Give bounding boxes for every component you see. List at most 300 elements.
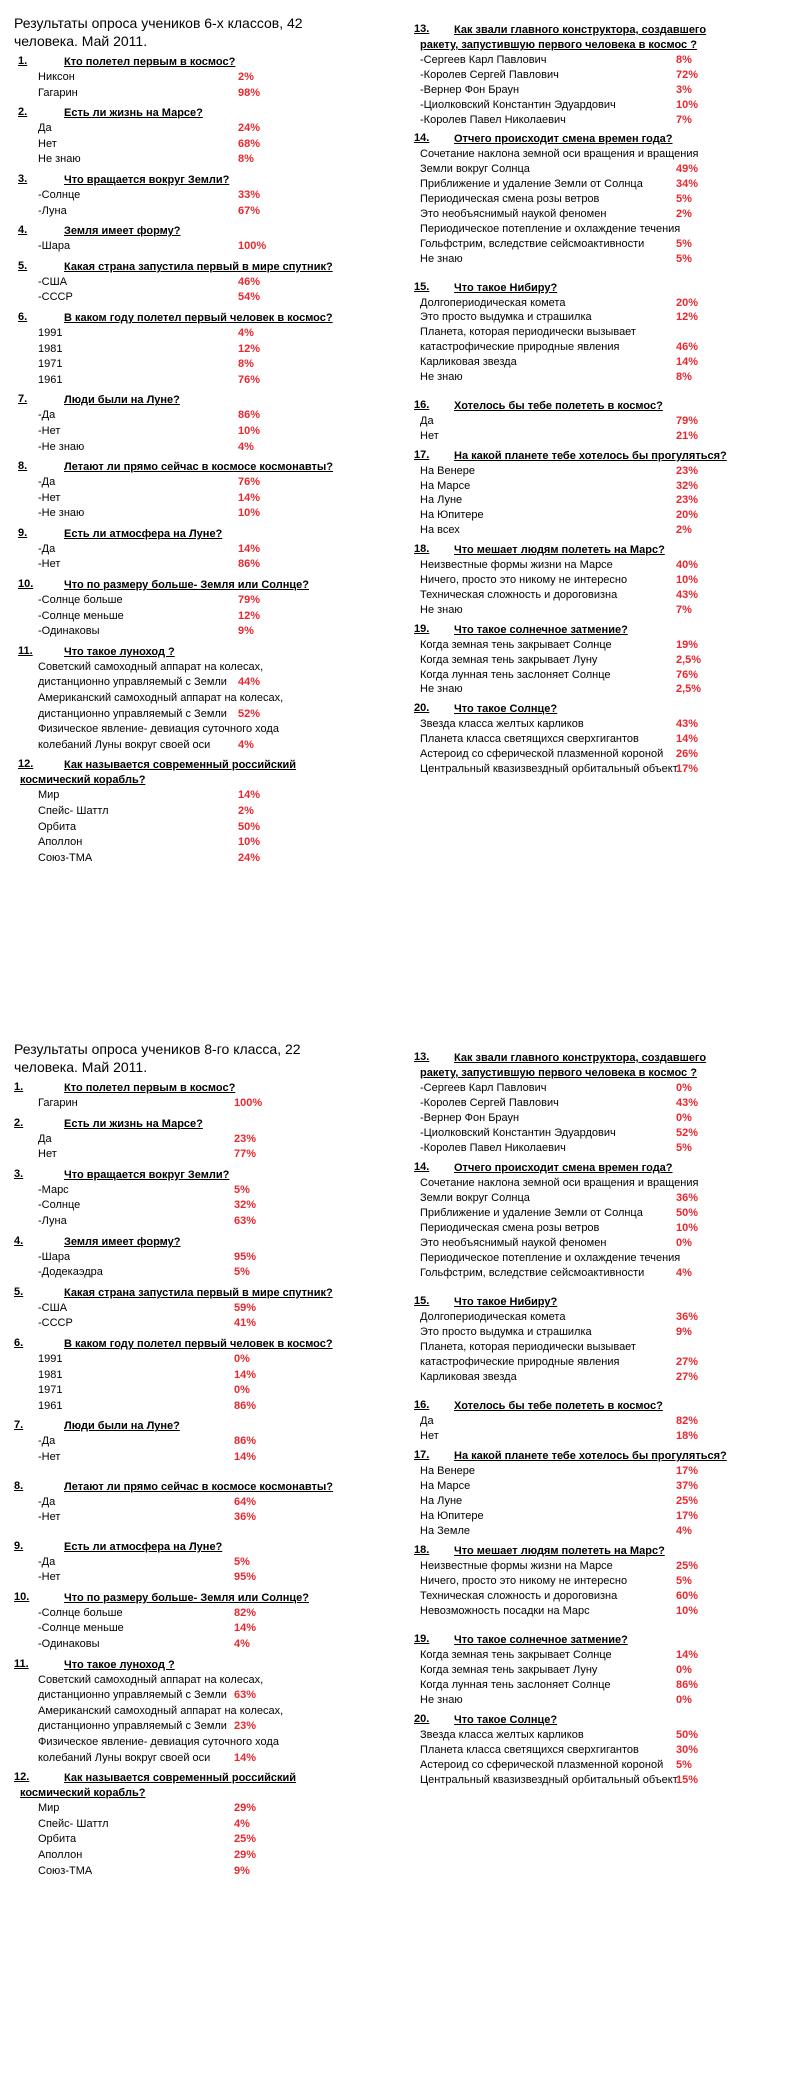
answer-row — [414, 1325, 786, 1340]
question-text: Земля имеет форму? — [64, 1235, 181, 1248]
answer-label: -Одинаковы — [38, 1638, 100, 1651]
answer-label: Спейс- Шаттл — [38, 805, 109, 817]
answer-row — [414, 1111, 786, 1126]
answer-label: Это просто выдумка и страшилка — [420, 311, 592, 324]
question-text: Есть ли жизнь на Марсе? — [64, 1117, 203, 1130]
answer-percentage: 32% — [234, 1199, 257, 1212]
question-text: Какая страна запустила первый в мире спутник? — [64, 1286, 333, 1299]
answer-percentage: 52% — [238, 707, 261, 720]
survey-6th-grade-part2 — [414, 18, 786, 777]
answer-label: -Шара — [38, 240, 71, 253]
answer-row — [14, 1570, 386, 1586]
question-text: Как звали главного конструктора, создавшего — [454, 1052, 707, 1064]
answer-row — [14, 1848, 386, 1864]
answer-label: Карликовая звезда — [420, 1371, 517, 1383]
answer-row — [14, 1450, 386, 1466]
answer-percentage: 46% — [676, 341, 699, 354]
question-number: 9. — [18, 526, 28, 539]
answer-label: Это просто выдумка и страшилка — [420, 1326, 592, 1338]
question-text: Что такое Нибиру? — [454, 281, 558, 294]
answer-row — [414, 1479, 786, 1494]
answer-row — [414, 1648, 786, 1663]
answer-percentage: 49% — [676, 163, 699, 176]
question-text: Что такое солнечное затмение? — [454, 1634, 628, 1646]
answer-label: Планета, которая периодически вызывает — [420, 326, 636, 339]
answer-percentage: 100% — [234, 1097, 263, 1109]
answer-label: Нет — [38, 137, 57, 150]
answer-label: -Солнце меньше — [38, 609, 124, 622]
answer-label: Аполлон — [38, 1849, 83, 1861]
answer-label: На Земле — [420, 1525, 470, 1537]
answer-row — [14, 1250, 386, 1266]
question-list — [14, 55, 386, 866]
question-number: 17. — [414, 448, 430, 461]
answer-row — [414, 147, 786, 162]
answer-label: Орбита — [38, 820, 77, 833]
answer-label: На всех — [420, 524, 460, 537]
question-text: Земля имеет форму? — [64, 225, 181, 238]
answer-percentage: 4% — [234, 1817, 250, 1830]
answer-percentage: 8% — [676, 371, 692, 384]
answer-percentage: 3% — [676, 83, 692, 96]
answer-label: Ничего, просто это никому не интересно — [420, 1575, 628, 1587]
answer-label: -Королев Сергей Павлович — [420, 68, 559, 81]
survey-question — [414, 702, 786, 777]
answer-label: 1971 — [38, 358, 63, 371]
answer-percentage: 76% — [676, 668, 699, 681]
survey-question — [14, 1480, 386, 1526]
answer-label: -Солнце больше — [38, 594, 123, 607]
survey-question — [414, 1633, 786, 1708]
answer-label: -Солнце — [38, 1199, 81, 1212]
question-number: 14. — [414, 132, 430, 145]
answer-percentage: 25% — [676, 1495, 699, 1507]
answer-percentage: 25% — [676, 1560, 699, 1572]
answer-row — [414, 1191, 786, 1206]
answer-label: колебаний Луны вокруг своей оси — [38, 738, 211, 751]
answer-row — [414, 1355, 786, 1370]
survey-question — [414, 623, 786, 698]
answer-label: Когда лунная тень заслоняет Солнце — [420, 1679, 611, 1691]
answer-label: Нет — [420, 1430, 439, 1442]
answer-row — [14, 1183, 386, 1199]
answer-row — [414, 222, 786, 237]
question-number: 8. — [18, 460, 28, 473]
answer-row — [14, 1606, 386, 1622]
answer-row — [414, 340, 786, 355]
answer-percentage: 7% — [676, 113, 692, 126]
answer-row — [414, 53, 786, 68]
answer-label: Земли вокруг Солнца — [420, 1192, 530, 1204]
answer-label: Это необъяснимый наукой феномен — [420, 1237, 607, 1249]
answer-label: Союз-ТМА — [38, 851, 93, 864]
answer-row — [14, 835, 386, 851]
answer-row — [414, 1340, 786, 1355]
answer-row — [414, 1589, 786, 1604]
answer-row — [414, 162, 786, 177]
answer-label: -Луна — [38, 1214, 67, 1227]
question-text: Что такое Солнце? — [454, 1714, 558, 1726]
answer-label: Центральный квазизвездный орбитальный объект — [420, 762, 678, 775]
answer-percentage: 36% — [676, 1192, 699, 1204]
answer-row — [414, 1096, 786, 1111]
question-number: 15. — [414, 1295, 430, 1307]
answer-row — [414, 325, 786, 340]
answer-percentage: 10% — [238, 507, 261, 520]
answer-label: Когда земная тень закрывает Солнце — [420, 638, 612, 651]
answer-row — [414, 1663, 786, 1678]
question-text: Хотелось бы тебе полететь в космос? — [454, 1400, 663, 1412]
answer-label: -Циолковский Константин Эдуардович — [420, 98, 616, 111]
survey-title-8th-grade — [14, 1040, 386, 1076]
answer-row — [14, 1147, 386, 1163]
answer-row — [414, 113, 786, 128]
answer-label: Орбита — [38, 1833, 77, 1846]
answer-percentage: 10% — [676, 1605, 699, 1617]
answer-percentage: 4% — [238, 738, 254, 751]
answer-row — [414, 1266, 786, 1281]
question-number: 6. — [14, 1336, 24, 1349]
answer-label: -Нет — [38, 491, 61, 504]
answer-label: Ничего, просто это никому не интересно — [420, 574, 628, 587]
question-text: Что такое луноход ? — [64, 645, 175, 658]
answer-percentage: 23% — [676, 464, 699, 477]
answer-row — [14, 204, 386, 220]
answer-percentage: 34% — [676, 178, 699, 191]
answer-label: На Марсе — [420, 479, 471, 492]
answer-row — [14, 851, 386, 867]
answer-percentage: 2% — [238, 805, 254, 817]
answer-label: Не знаю — [38, 153, 81, 166]
answer-label: Американский самоходный аппарат на колесах, — [38, 1704, 284, 1717]
answer-percentage: 21% — [676, 429, 699, 442]
answer-percentage: 14% — [234, 1368, 257, 1381]
answer-label: Не знаю — [420, 683, 463, 696]
survey-question — [14, 1235, 386, 1281]
survey-question — [414, 399, 786, 444]
answer-row — [414, 732, 786, 747]
answer-percentage: 64% — [234, 1495, 257, 1508]
answer-row — [414, 1574, 786, 1589]
answer-row — [414, 237, 786, 252]
answer-row — [14, 1817, 386, 1833]
question-number: 19. — [414, 1633, 430, 1645]
question-number: 13. — [414, 1051, 430, 1063]
answer-label: На Луне — [420, 494, 463, 507]
answer-row — [14, 1495, 386, 1511]
answer-row — [14, 1688, 386, 1704]
answer-percentage: 9% — [234, 1864, 250, 1877]
answer-row — [414, 464, 786, 479]
answer-row — [14, 1132, 386, 1148]
answer-label: Звезда класса желтых карликов — [420, 718, 584, 731]
survey-question — [414, 1449, 786, 1539]
answer-label: Приближение и удаление Земли от Солнца — [420, 1207, 643, 1219]
answer-row — [14, 804, 386, 820]
question-number: 4. — [18, 224, 28, 237]
question-text: Отчего происходит смена времен года? — [454, 133, 673, 146]
survey-question — [14, 1168, 386, 1230]
survey-question — [414, 449, 786, 538]
answer-percentage: 77% — [234, 1148, 257, 1161]
question-number: 6. — [18, 310, 28, 323]
answer-label: Когда земная тень закрывает Луну — [420, 653, 598, 666]
question-number: 18. — [414, 543, 430, 556]
answer-row — [14, 1621, 386, 1637]
question-number: 19. — [414, 622, 430, 635]
answer-label: 1991 — [38, 326, 63, 339]
answer-label: колебаний Луны вокруг своей оси — [38, 1751, 211, 1764]
answer-percentage: 14% — [238, 491, 261, 504]
answer-row — [14, 1735, 386, 1751]
answer-percentage: 86% — [676, 1679, 699, 1691]
answer-percentage: 15% — [676, 1774, 699, 1786]
answer-label: Гольфстрим, вследствие сейсмоактивности — [420, 1267, 645, 1279]
answer-percentage: 79% — [238, 594, 261, 607]
answer-percentage: 0% — [676, 1082, 692, 1094]
answer-label: Не знаю — [420, 1694, 463, 1706]
question-text: Что такое Нибиру? — [454, 1296, 558, 1308]
answer-percentage: 36% — [676, 1311, 699, 1323]
answer-label: Долгопериодическая комета — [420, 1311, 566, 1323]
answer-label: На Юпитере — [420, 1510, 484, 1522]
question-number: 12. — [14, 1771, 30, 1784]
answer-row — [14, 542, 386, 558]
survey-question — [14, 393, 386, 455]
answer-percentage: 17% — [676, 1510, 699, 1522]
answer-percentage: 50% — [238, 820, 261, 833]
answer-percentage: 43% — [676, 1097, 699, 1109]
answer-row — [414, 668, 786, 683]
answer-percentage: 23% — [676, 494, 699, 507]
answer-row — [14, 660, 386, 676]
answer-percentage: 52% — [676, 1127, 699, 1139]
answer-label: дистанционно управляемый с Земли — [38, 676, 227, 689]
answer-percentage: 9% — [676, 1326, 692, 1338]
survey-question — [14, 1540, 386, 1586]
answer-label: -Солнце меньше — [38, 1622, 124, 1635]
answer-percentage: 2,5% — [676, 683, 702, 696]
question-text: Как звали главного конструктора, создавшего — [454, 24, 707, 36]
answer-row — [14, 137, 386, 153]
answer-row — [14, 121, 386, 137]
answer-row — [14, 1801, 386, 1817]
answer-row — [14, 1265, 386, 1281]
answer-row — [14, 188, 386, 204]
answer-row — [14, 707, 386, 723]
answer-percentage: 14% — [676, 1649, 699, 1661]
answer-percentage: 29% — [234, 1802, 257, 1815]
answer-label: Нет — [420, 429, 439, 442]
answer-label: -Додекаэдра — [38, 1266, 103, 1279]
answer-row — [414, 1370, 786, 1385]
answer-percentage: 63% — [234, 1214, 257, 1227]
answer-percentage: 5% — [676, 1142, 692, 1154]
survey-question — [414, 1399, 786, 1444]
answer-percentage: 76% — [238, 373, 261, 386]
answer-percentage: 67% — [238, 204, 261, 217]
survey-question — [414, 1713, 786, 1788]
answer-label: На Луне — [420, 1495, 463, 1507]
survey-question — [14, 460, 386, 522]
survey-question — [14, 260, 386, 306]
question-list — [414, 23, 786, 777]
answer-row — [14, 239, 386, 255]
question-number: 10. — [14, 1590, 30, 1603]
answer-percentage: 8% — [238, 153, 254, 166]
answer-percentage: 19% — [676, 638, 699, 651]
question-text: Какая страна запустила первый в мире спутник? — [64, 260, 333, 273]
answer-row — [414, 207, 786, 222]
title-line: человека. Май 2011. — [14, 1059, 148, 1075]
question-text: Что мешает людям полететь на Марс? — [454, 544, 665, 557]
question-text: Что по размеру больше- Земля или Солнце? — [64, 1591, 309, 1604]
answer-percentage: 7% — [676, 603, 692, 616]
survey-question — [414, 1161, 786, 1281]
question-text: Хотелось бы тебе полететь в космос? — [454, 399, 663, 412]
question-text: ракету, запустившую первого человека в космос ? — [420, 1067, 697, 1079]
answer-percentage: 46% — [238, 275, 261, 288]
answer-row — [414, 355, 786, 370]
survey-question — [14, 1117, 386, 1163]
answer-label: 1961 — [38, 1399, 63, 1412]
answer-label: -Да — [38, 476, 56, 489]
question-text: Что мешает людям полететь на Марс? — [454, 1545, 665, 1557]
question-text: Люди были на Луне? — [64, 1420, 180, 1433]
answer-label: Периодическое потепление и охлаждение течения — [420, 1252, 681, 1264]
answer-row — [414, 68, 786, 83]
question-number: 20. — [414, 1713, 430, 1725]
answer-percentage: 0% — [676, 1237, 692, 1249]
answer-row — [14, 326, 386, 342]
answer-percentage: 12% — [238, 342, 261, 355]
survey-6th-grade-part1 — [14, 14, 386, 866]
answer-row — [414, 83, 786, 98]
answer-percentage: 72% — [676, 68, 699, 81]
answer-percentage: 17% — [676, 1465, 699, 1477]
answer-label: Да — [420, 1415, 434, 1427]
answer-label: На Венере — [420, 1465, 475, 1477]
answer-percentage: 0% — [676, 1694, 692, 1706]
answer-label: Физическое явление- девиация суточного хода — [38, 1736, 279, 1749]
answer-row — [14, 1673, 386, 1689]
question-text: Что такое луноход ? — [64, 1658, 175, 1671]
answer-row — [14, 609, 386, 625]
answer-label: -Одинаковы — [38, 625, 100, 638]
survey-question — [14, 1771, 386, 1879]
answer-label: Земли вокруг Солнца — [420, 163, 530, 176]
survey-question — [14, 645, 386, 754]
answer-percentage: 8% — [238, 358, 254, 371]
survey-question — [14, 106, 386, 168]
answer-label: Не знаю — [420, 252, 463, 265]
answer-label: -Да — [38, 542, 56, 555]
answer-percentage: 79% — [676, 414, 699, 427]
survey-question — [14, 55, 386, 101]
answer-percentage: 2% — [238, 71, 254, 83]
answer-percentage: 2% — [676, 524, 692, 537]
answer-percentage: 5% — [676, 193, 692, 206]
answer-row — [414, 1464, 786, 1479]
answer-percentage: 60% — [676, 1590, 699, 1602]
answer-row — [414, 1429, 786, 1444]
survey-question — [414, 1295, 786, 1385]
question-number: 3. — [14, 1167, 24, 1180]
answer-row — [414, 1310, 786, 1325]
answer-percentage: 59% — [234, 1301, 257, 1314]
answer-percentage: 50% — [676, 1207, 699, 1219]
answer-row — [414, 1176, 786, 1191]
answer-label: Гагарин — [38, 86, 78, 99]
answer-row — [414, 1758, 786, 1773]
answer-row — [414, 1559, 786, 1574]
answer-row — [14, 1864, 386, 1880]
answer-percentage: 10% — [238, 424, 261, 437]
answer-percentage: 43% — [676, 588, 699, 601]
answer-percentage: 5% — [676, 237, 692, 250]
answer-label: -Нет — [38, 1511, 61, 1524]
survey-question — [14, 173, 386, 219]
answer-percentage: 0% — [234, 1352, 250, 1365]
answer-label: Аполлон — [38, 836, 83, 849]
answer-label: -США — [38, 275, 68, 288]
answer-label: Физическое явление- девиация суточного хода — [38, 723, 279, 736]
answer-label: Да — [38, 1132, 52, 1145]
question-number: 9. — [14, 1539, 24, 1552]
survey-question — [14, 527, 386, 573]
answer-row — [414, 762, 786, 777]
answer-label: Не знаю — [420, 371, 463, 384]
answer-row — [14, 1214, 386, 1230]
answer-percentage: 4% — [676, 1267, 692, 1279]
answer-percentage: 76% — [238, 476, 261, 489]
answer-label: На Марсе — [420, 1480, 471, 1492]
answer-percentage: 86% — [234, 1399, 257, 1412]
answer-row — [14, 70, 386, 86]
answer-label: Спейс- Шаттл — [38, 1817, 109, 1830]
answer-label: -Нет — [38, 1450, 61, 1463]
answer-row — [14, 691, 386, 707]
answer-row — [414, 192, 786, 207]
answer-row — [14, 1399, 386, 1415]
survey-question — [14, 578, 386, 640]
answer-row — [14, 491, 386, 507]
answer-percentage: 0% — [676, 1664, 692, 1676]
answer-label: Периодическое потепление и охлаждение течения — [420, 222, 681, 235]
answer-percentage: 82% — [234, 1606, 257, 1619]
answer-row — [14, 1510, 386, 1526]
answer-row — [414, 493, 786, 508]
question-text: На какой планете тебе хотелось бы прогуляться? — [454, 449, 727, 462]
answer-label: дистанционно управляемый с Земли — [38, 707, 227, 720]
answer-percentage: 4% — [676, 1525, 692, 1537]
answer-percentage: 5% — [676, 1759, 692, 1771]
answer-percentage: 8% — [676, 54, 692, 66]
survey-question — [414, 1051, 786, 1156]
answer-percentage: 54% — [238, 291, 261, 304]
answer-label: Планета класса светящихся сверхгигантов — [420, 733, 639, 746]
answer-percentage: 43% — [676, 718, 699, 731]
answer-row — [414, 1494, 786, 1509]
answer-label: -СССР — [38, 1317, 73, 1330]
answer-row — [14, 1352, 386, 1368]
answer-percentage: 68% — [238, 137, 261, 150]
answer-row — [414, 1773, 786, 1788]
answer-row — [14, 1096, 386, 1112]
survey-8th-grade-part2 — [414, 1046, 786, 1788]
answer-label: Советский самоходный аппарат на колесах, — [38, 660, 264, 673]
answer-row — [414, 479, 786, 494]
